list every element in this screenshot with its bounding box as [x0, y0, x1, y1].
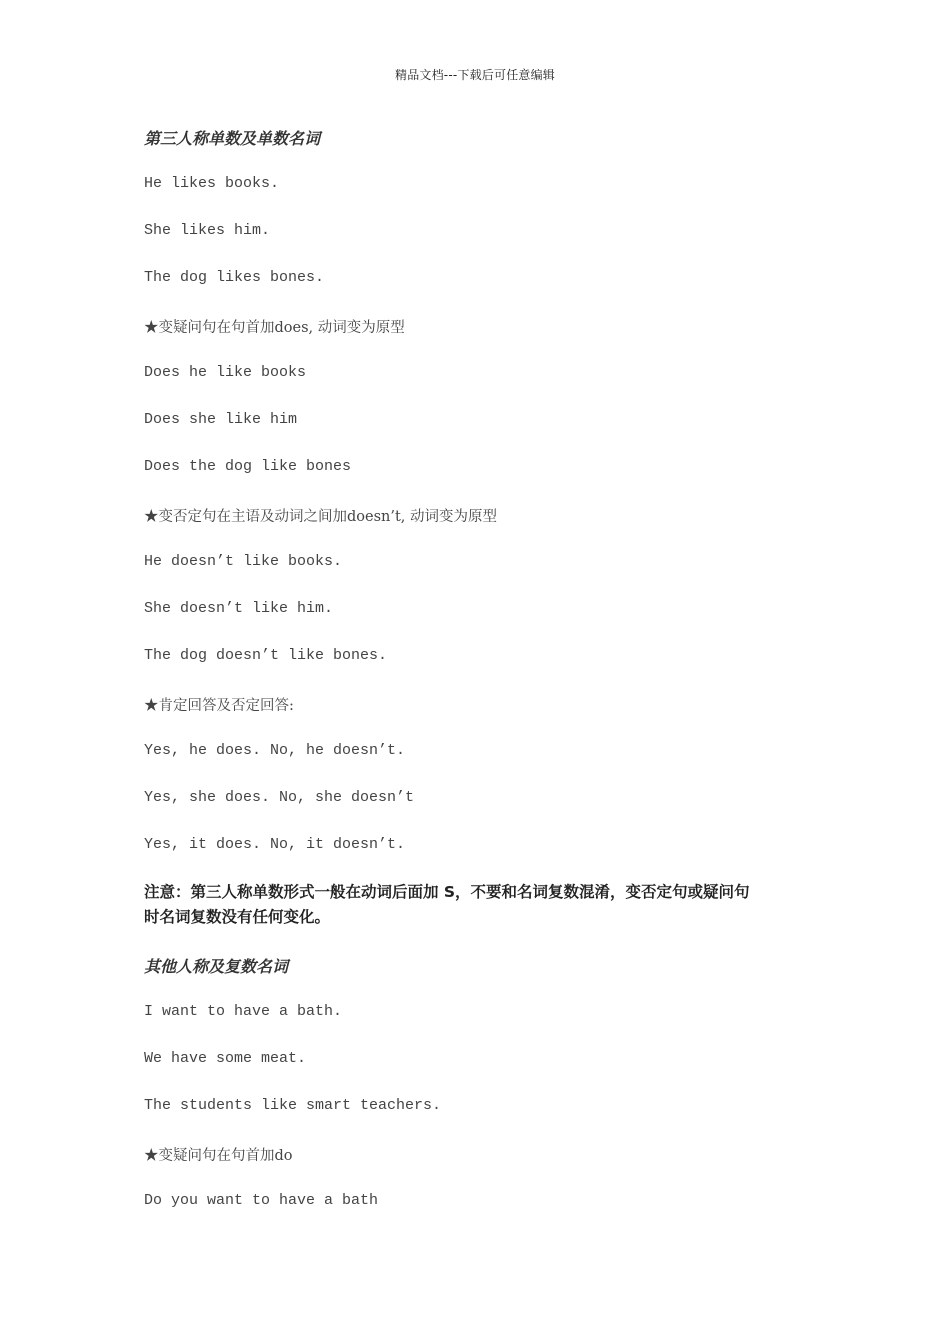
rule-question-form: ★变疑问句在句首加does, 动词变为原型: [144, 320, 405, 336]
example-sentence: She doesn’t like him.: [144, 600, 334, 617]
example-sentence: Does he like books: [144, 364, 307, 381]
example-sentence: He likes books.: [144, 175, 280, 192]
section-heading-other-persons: 其他人称及复数名词: [144, 957, 289, 976]
example-sentence: Do you want to have a bath: [144, 1192, 379, 1209]
example-sentence: We have some meat.: [144, 1050, 307, 1067]
example-sentence: The students like smart teachers.: [144, 1097, 442, 1114]
note-line: 时名词复数没有任何变化。: [144, 908, 331, 926]
rule-negative-form: ★变否定句在主语及动词之间加doesn’t, 动词变为原型: [144, 509, 498, 525]
example-sentence: He doesn’t like books.: [144, 553, 343, 570]
rule-short-answers: ★肯定回答及否定回答:: [144, 698, 294, 714]
example-sentence: She likes him.: [144, 222, 271, 239]
note-line: 注意：第三人称单数形式一般在动词后面加 S，不要和名词复数混淆，变否定句或疑问句: [144, 883, 750, 901]
example-sentence: The dog doesn’t like bones.: [144, 647, 388, 664]
example-sentence: Yes, it does. No, it doesn’t.: [144, 836, 406, 853]
page-header: 精品文档---下载后可任意编辑: [395, 68, 555, 82]
note-paragraph: [144, 880, 814, 930]
example-sentence: Yes, he does. No, he doesn’t.: [144, 742, 406, 759]
rule-question-form-do: ★变疑问句在句首加do: [144, 1148, 293, 1164]
example-sentence: Yes, she does. No, she doesn’t: [144, 789, 415, 806]
example-sentence: I want to have a bath.: [144, 1003, 343, 1020]
example-sentence: Does she like him: [144, 411, 298, 428]
section-heading-third-person: 第三人称单数及单数名词: [144, 129, 321, 148]
example-sentence: The dog likes bones.: [144, 269, 325, 286]
example-sentence: Does the dog like bones: [144, 458, 352, 475]
